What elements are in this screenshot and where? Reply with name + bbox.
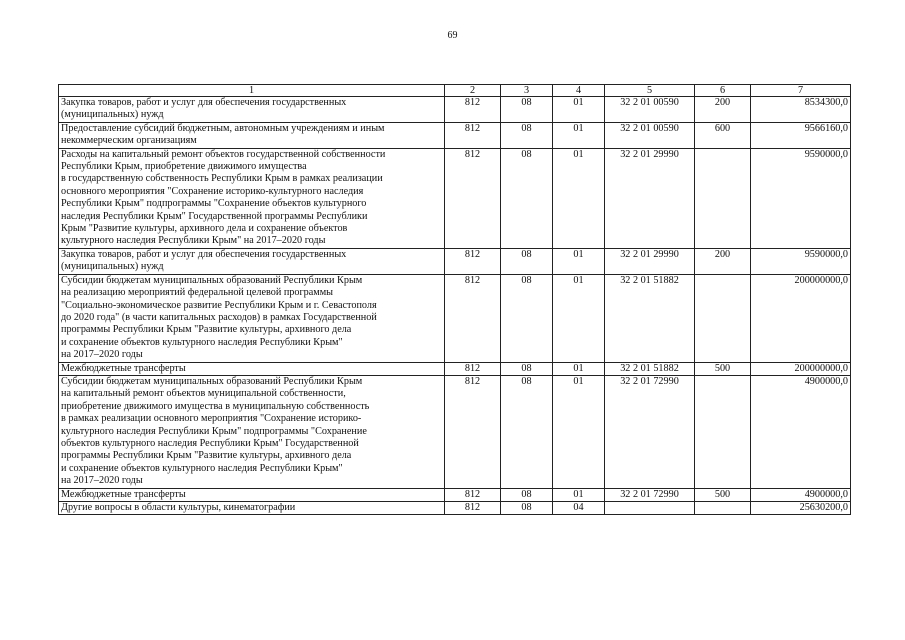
section-code-cell: 08 [501, 148, 553, 248]
section-code-cell: 08 [501, 248, 553, 274]
section-code-cell: 08 [501, 97, 553, 123]
expense-name-line: Республики Крым" подпрограммы "Сохранение объектов культурного [61, 198, 367, 210]
budget-table [58, 84, 851, 515]
table-row [59, 97, 851, 123]
amount-cell [751, 148, 851, 248]
expense-name-cell [59, 274, 445, 362]
section-code-cell: 08 [501, 362, 553, 375]
expense-type-cell: 600 [695, 122, 751, 148]
expense-name-cell [59, 122, 445, 148]
amount-value: 9590000,0 [804, 148, 848, 160]
expense-name-line: культурного наследия Республики Крым" на 2017–2020 годы [61, 235, 326, 247]
ministry-code-cell: 812 [445, 502, 501, 515]
expense-name-line: Крым "Развитие культуры, архивного дела и сохранение объектов [61, 223, 348, 235]
column-header: 1 [59, 85, 445, 97]
subsection-code-cell: 01 [553, 97, 605, 123]
expense-name-cell [59, 248, 445, 274]
expense-name-line: наследия Республики Крым" Государственной программы Республики [61, 210, 368, 222]
expense-name-line: Закупка товаров, работ и услуг для обеспечения государственных [61, 248, 347, 260]
expense-name-cell [59, 362, 445, 375]
table-row [59, 274, 851, 362]
expense-type-cell [695, 375, 751, 488]
amount-cell [751, 122, 851, 148]
expense-name-line: Межбюджетные трансферты [61, 362, 186, 374]
table-row [59, 362, 851, 375]
amount-cell [751, 97, 851, 123]
section-code-cell: 08 [501, 274, 553, 362]
target-article-cell: 32 2 01 51882 [605, 362, 695, 375]
target-article-cell: 32 2 01 29990 [605, 148, 695, 248]
target-article-cell: 32 2 01 29990 [605, 248, 695, 274]
expense-name-line: Закупка товаров, работ и услуг для обеспечения государственных [61, 97, 347, 108]
subsection-code-cell: 04 [553, 502, 605, 515]
expense-type-cell: 200 [695, 97, 751, 123]
amount-value: 8534300,0 [804, 97, 848, 108]
amount-value: 200000000,0 [794, 362, 848, 374]
expense-name-line: культурного наследия Республики Крым" подпрограммы "Сохранение [61, 425, 367, 437]
subsection-code-cell: 01 [553, 274, 605, 362]
expense-name-line: Предоставление субсидий бюджетным, автономным учреждениям и иным [61, 122, 385, 134]
amount-cell [751, 362, 851, 375]
table-row [59, 488, 851, 501]
expense-name-line: на капитальный ремонт объектов муниципальной собственности, [61, 388, 346, 400]
table-row [59, 502, 851, 515]
expense-name-line: на 2017–2020 годы [61, 475, 143, 487]
expense-name-line: в государственную собственность Республики Крым в рамках реализации [61, 173, 383, 185]
expense-name-line: Другие вопросы в области культуры, кинематографии [61, 502, 296, 513]
target-article-cell: 32 2 01 51882 [605, 274, 695, 362]
ministry-code-cell: 812 [445, 488, 501, 501]
amount-cell [751, 375, 851, 488]
amount-value: 25630200,0 [799, 502, 848, 513]
ministry-code-cell: 812 [445, 122, 501, 148]
subsection-code-cell: 01 [553, 488, 605, 501]
amount-value: 9566160,0 [804, 122, 848, 134]
page-number: 69 [447, 30, 458, 41]
expense-name-cell [59, 488, 445, 501]
amount-cell [751, 274, 851, 362]
expense-type-cell: 500 [695, 362, 751, 375]
expense-type-cell [695, 274, 751, 362]
expense-name-cell [59, 148, 445, 248]
column-header: 3 [501, 85, 553, 97]
column-header: 6 [695, 85, 751, 97]
amount-value: 4900000,0 [804, 488, 848, 500]
header-row [59, 85, 851, 97]
expense-type-cell: 200 [695, 248, 751, 274]
section-code-cell: 08 [501, 502, 553, 515]
section-code-cell: 08 [501, 122, 553, 148]
ministry-code-cell: 812 [445, 274, 501, 362]
expense-name-line: программы Республики Крым "Развитие культуры, архивного дела [61, 324, 352, 336]
subsection-code-cell: 01 [553, 148, 605, 248]
ministry-code-cell: 812 [445, 362, 501, 375]
table-row [59, 148, 851, 248]
expense-name-line: Субсидии бюджетам муниципальных образований Республики Крым [61, 274, 363, 286]
amount-cell [751, 502, 851, 515]
expense-type-cell [695, 502, 751, 515]
amount-value: 200000000,0 [794, 274, 848, 286]
expense-name-line: до 2020 года" (в части капитальных расходов) в рамках Государственной [61, 311, 377, 323]
amount-value: 4900000,0 [804, 375, 848, 387]
expense-name-line: Межбюджетные трансферты [61, 488, 186, 500]
target-article-cell: 32 2 01 72990 [605, 488, 695, 501]
expense-name-cell [59, 97, 445, 123]
expense-name-cell [59, 502, 445, 515]
table-row [59, 248, 851, 274]
subsection-code-cell: 01 [553, 375, 605, 488]
expense-name-line: (муниципальных) нужд [61, 261, 164, 273]
expense-name-line: Республики Крым, приобретение движимого имущества [61, 161, 307, 173]
column-header: 4 [553, 85, 605, 97]
expense-type-cell: 500 [695, 488, 751, 501]
expense-name-line: и сохранение объектов культурного наследия Республики Крым" [61, 336, 343, 348]
table-row [59, 122, 851, 148]
expense-name-line: Расходы на капитальный ремонт объектов государственной собственности [61, 148, 386, 160]
subsection-code-cell: 01 [553, 362, 605, 375]
expense-name-line: и сохранение объектов культурного наследия Республики Крым" [61, 462, 343, 474]
expense-name-line: на 2017–2020 годы [61, 349, 143, 361]
expense-name-line: приобретение движимого имущества в муниципальную собственность [61, 400, 370, 412]
column-header: 7 [751, 85, 851, 97]
section-code-cell: 08 [501, 375, 553, 488]
column-header: 5 [605, 85, 695, 97]
expense-type-cell [695, 148, 751, 248]
expense-name-cell [59, 375, 445, 488]
section-code-cell: 08 [501, 488, 553, 501]
ministry-code-cell: 812 [445, 148, 501, 248]
target-article-cell: 32 2 01 72990 [605, 375, 695, 488]
subsection-code-cell: 01 [553, 248, 605, 274]
ministry-code-cell: 812 [445, 97, 501, 123]
expense-name-line: на реализацию мероприятий федеральной целевой программы [61, 287, 334, 299]
expense-name-line: основного мероприятия "Сохранение историко-культурного наследия [61, 185, 364, 197]
table-row [59, 375, 851, 488]
expense-name-line: в рамках реализации основного мероприятия "Сохранение историко- [61, 413, 362, 425]
subsection-code-cell: 01 [553, 122, 605, 148]
expense-name-line: "Социально-экономическое развитие Республики Крым и г. Севастополя [61, 299, 377, 311]
expense-name-line: программы Республики Крым "Развитие культуры, архивного дела [61, 450, 352, 462]
amount-value: 9590000,0 [804, 248, 848, 260]
column-header: 2 [445, 85, 501, 97]
ministry-code-cell: 812 [445, 248, 501, 274]
expense-name-line: объектов культурного наследия Республики Крым" Государственной [61, 437, 359, 449]
amount-cell [751, 488, 851, 501]
ministry-code-cell: 812 [445, 375, 501, 488]
expense-name-line: (муниципальных) нужд [61, 109, 164, 121]
target-article-cell [605, 502, 695, 515]
expense-name-line: некоммерческим организациям [61, 135, 197, 147]
amount-cell [751, 248, 851, 274]
target-article-cell: 32 2 01 00590 [605, 97, 695, 123]
target-article-cell: 32 2 01 00590 [605, 122, 695, 148]
expense-name-line: Субсидии бюджетам муниципальных образований Республики Крым [61, 375, 363, 387]
